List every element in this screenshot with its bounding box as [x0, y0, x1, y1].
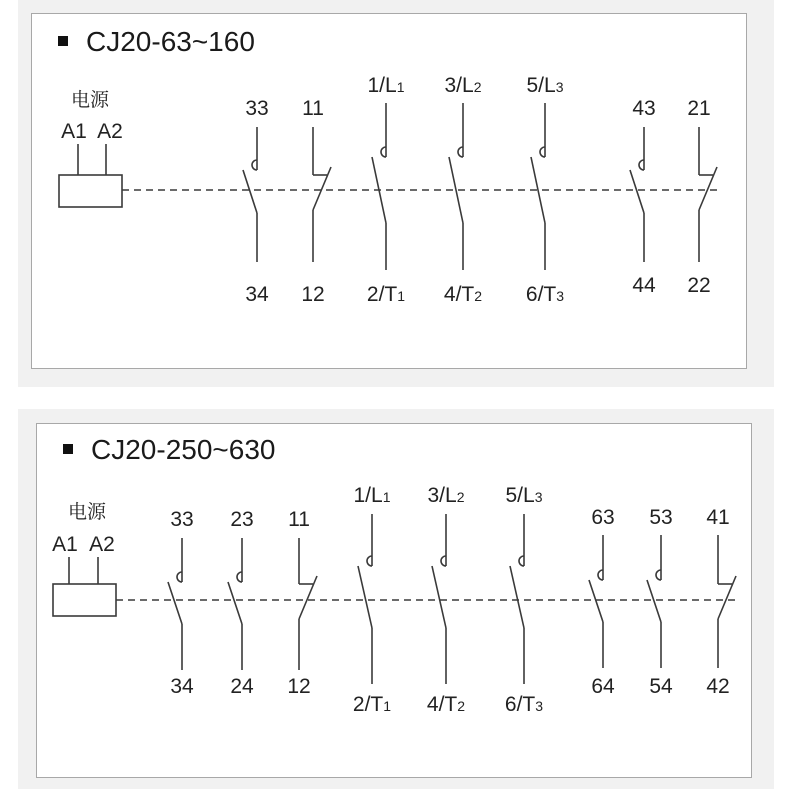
contact-1L-top-label: 1/L1 [353, 484, 391, 507]
main-contact-blade [358, 566, 372, 628]
diagram-title-text: CJ20-63~160 [86, 26, 255, 57]
contact-11-top-label: 11 [302, 97, 324, 120]
terminal-a2-label: A2 [97, 120, 123, 143]
contact-41-top-label: 41 [706, 506, 730, 529]
nc-contact-blade [718, 576, 736, 619]
contact-4T-bottom-label: 4/T2 [426, 693, 466, 716]
contact-34-bottom-label: 34 [245, 283, 269, 306]
contact-34-bottom-label: 34 [170, 675, 194, 698]
contact-64-bottom-label: 64 [591, 675, 615, 698]
contact-12-bottom-label: 12 [301, 283, 325, 306]
contact-33-top-label: 33 [170, 508, 194, 531]
power-supply-label: 电源 [67, 501, 107, 523]
contact-3L-top-label: 3/L2 [427, 484, 465, 507]
contact-24-bottom-label: 24 [230, 675, 254, 698]
main-contact-blade [510, 566, 524, 628]
no-contact-blade [228, 582, 242, 624]
contact-2T-bottom-label: 2/T1 [366, 283, 406, 306]
contact-12-bottom-label: 12 [287, 675, 311, 698]
contact-11-top-label: 11 [288, 508, 310, 531]
contact-44-bottom-label: 44 [632, 274, 656, 297]
main-contact-blade [432, 566, 446, 628]
contact-6T-bottom-label: 6/T3 [525, 283, 565, 306]
power-supply-label: 电源 [70, 89, 110, 111]
contact-43-top-label: 43 [632, 97, 656, 120]
contact-1L-top-label: 1/L1 [367, 74, 405, 97]
contact-22-bottom-label: 22 [687, 274, 711, 297]
contact-3L-top-label: 3/L2 [444, 74, 482, 97]
no-contact-blade [589, 580, 603, 622]
nc-contact-blade [299, 576, 317, 619]
terminal-a1-label: A1 [61, 120, 87, 143]
contact-33-top-label: 33 [245, 97, 269, 120]
contact-42-bottom-label: 42 [706, 675, 730, 698]
contact-6T-bottom-label: 6/T3 [504, 693, 544, 716]
contact-53-top-label: 53 [649, 506, 673, 529]
no-contact-blade [647, 580, 661, 622]
diagram-title-text: CJ20-250~630 [91, 434, 276, 465]
contact-5L-top-label: 5/L3 [505, 484, 543, 507]
coil-box [53, 584, 116, 616]
contact-54-bottom-label: 54 [649, 675, 673, 698]
contact-5L-top-label: 5/L3 [526, 74, 564, 97]
terminal-a1-label: A1 [52, 533, 78, 556]
no-contact-blade [168, 582, 182, 624]
contact-4T-bottom-label: 4/T2 [443, 283, 483, 306]
contact-23-top-label: 23 [230, 508, 254, 531]
contact-63-top-label: 63 [591, 506, 615, 529]
contact-21-top-label: 21 [687, 97, 711, 120]
terminal-a2-label: A2 [89, 533, 115, 556]
contact-2T-bottom-label: 2/T1 [352, 693, 392, 716]
